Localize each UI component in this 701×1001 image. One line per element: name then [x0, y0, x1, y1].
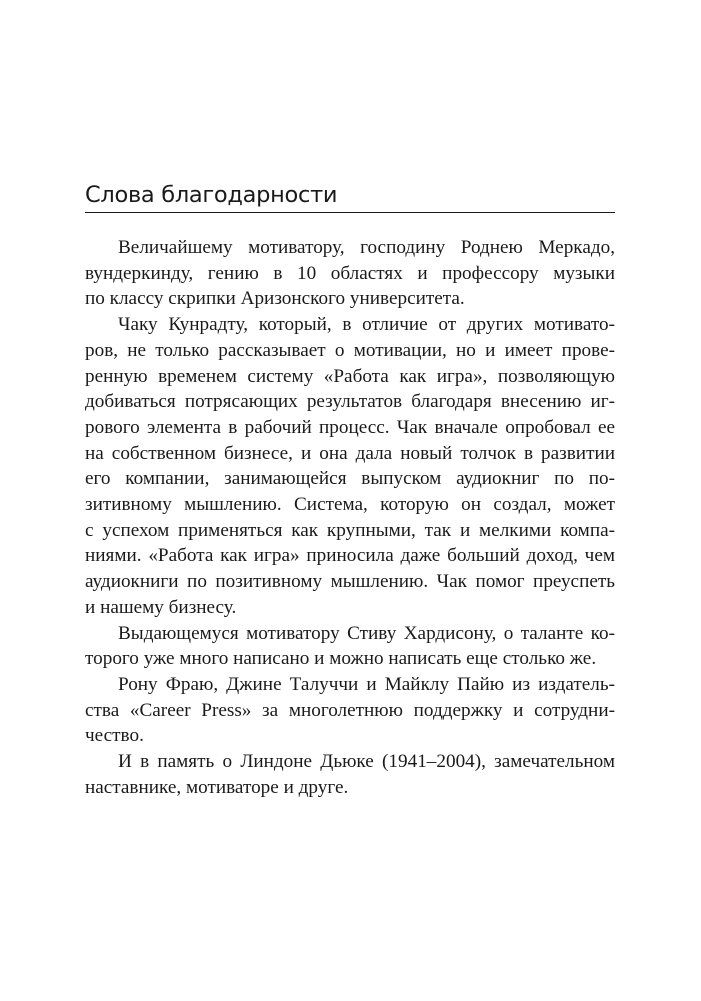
paragraph-line: торого уже много написано и можно написать еще столько же. [85, 648, 597, 670]
paragraph-line: Чаку Кунрадту, который, в отличие от других мотивато- [118, 314, 615, 336]
paragraph [85, 621, 615, 672]
acknowledgements-page [85, 180, 615, 800]
paragraph-line: на собственном бизнесе, и она дала новый толчок в развитии [85, 442, 615, 464]
paragraph-line: Рону Фраю, Джине Талуччи и Майклу Пайю из издатель- [118, 673, 615, 695]
paragraph [85, 749, 615, 800]
paragraph-line: ства «Career Press» за многолетнюю поддержку и сотрудни- [85, 699, 615, 721]
paragraph-line: добиваться потрясающих результатов благодаря внесению иг- [85, 391, 615, 413]
paragraph-line: по классу скрипки Аризонского университета. [85, 288, 465, 310]
paragraph-line: Выдающемуся мотиватору Стиву Хардисону, о таланте ко- [118, 622, 615, 644]
acknowledgements-text [85, 235, 615, 800]
paragraph-line: ров, не только рассказывает о мотивации, но и имеет прове- [85, 339, 615, 361]
paragraph-line: его компании, занимающейся выпуском аудиокниг по по- [85, 468, 615, 490]
paragraph-line: наставнике, мотиваторе и друге. [85, 776, 349, 798]
paragraph-line: рового элемента в рабочий процесс. Чак вначале опробовал ее [85, 416, 615, 438]
paragraph-line: с успехом применяться как крупными, так и мелкими компа- [85, 519, 615, 541]
paragraph-line: аудиокниги по позитивному мышлению. Чак помог преуспеть [85, 571, 615, 593]
paragraph [85, 235, 615, 312]
paragraph-line: и нашему бизнесу. [85, 596, 237, 618]
paragraph-line: И в память о Линдоне Дьюке (1941–2004), замечательном [118, 751, 615, 773]
paragraph [85, 312, 615, 620]
paragraph-line: Величайшему мотиватору, господину Роднею Меркадо, [118, 237, 615, 258]
paragraph-line: чество. [85, 725, 144, 747]
paragraph-line: ниями. «Работа как игра» приносила даже больший доход, чем [85, 545, 615, 567]
paragraph-line: зитивному мышлению. Система, которую он создал, может [85, 494, 615, 516]
paragraph [85, 672, 615, 749]
paragraph-line: ренную временем систему «Работа как игра», позволяющую [85, 365, 615, 387]
section-heading: Слова благодарности [85, 180, 615, 213]
paragraph-line: вундеркинду, гению в 10 областях и профессору музыки [85, 262, 615, 284]
